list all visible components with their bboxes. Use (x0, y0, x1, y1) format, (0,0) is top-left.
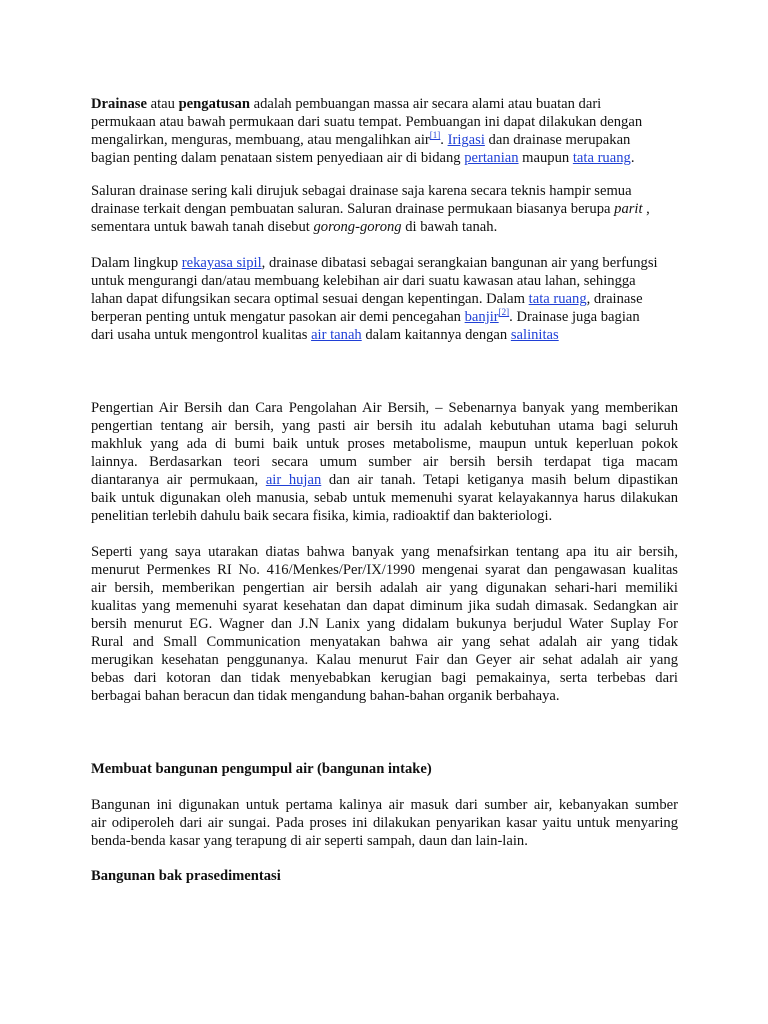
line: benda-benda kasar yang terapung di air seperti sampah, daun dan lain-lain. (91, 833, 528, 849)
paragraph-drainase-definition (91, 95, 691, 167)
line: air odiperoleh dari air sungai. Pada proses ini dilakukan penyarikan kasar yaitu untuk menyaring (91, 815, 678, 831)
footnote-ref-1[interactable]: [1] (429, 130, 441, 140)
line: bagian penting dalam penataan sistem penyediaan air di bidang pertanian maupun tata ruang. (91, 150, 635, 166)
line: Rural and Small Communication menyatakan bahwa air yang sehat adalah air yang tidak (91, 634, 678, 650)
line: permukaan atau bawah permukaan dari suatu tempat. Pembuangan ini dapat dilakukan dengan (91, 114, 643, 130)
link-air-hujan[interactable]: air hujan (265, 472, 322, 488)
link-rekayasa-sipil[interactable]: rekayasa sipil (181, 255, 262, 271)
line: Pengertian Air Bersih dan Cara Pengolahan Air Bersih, – Sebenarnya banyak yang memberikan (91, 400, 678, 416)
line: penelitian terlebih dahulu baik secara fisika, kimia, radioaktif dan bakteriologi. (91, 508, 553, 524)
line: Dalam lingkup rekayasa sipil, drainase dibatasi sebagai serangkaian bangunan air yang berfungsi (91, 255, 658, 271)
link-irigasi[interactable]: Irigasi (447, 132, 485, 148)
line: Bangunan ini digunakan untuk pertama kalinya air masuk dari sumber air, kebanyakan sumber (91, 797, 678, 813)
line: lahan dapat difungsikan secara optimal sesuai dengan kepentingan. Dalam tata ruang, drainase (91, 291, 643, 307)
line: menurut Permenkes RI No. 416/Menkes/Per/IX/1990 mengenai syarat dan pengawasan kualitas (91, 562, 678, 578)
line: merugikan kesehatan penggunanya. Kalau menurut Fair dan Geyer air sehat adalah air yang (91, 652, 678, 668)
link-pertanian[interactable]: pertanian (464, 150, 519, 166)
footnote-ref-2[interactable]: [2] (498, 307, 510, 317)
line: diantaranya air permukaan, air hujan dan air tanah. Tetapi ketiganya masih belum dipastikan (91, 472, 678, 488)
paragraph-air-bersih-intro (91, 399, 678, 525)
line: air bersih, memberikan pengertian air bersih adalah air yang digunakan sehari-hari memiliki (91, 580, 678, 596)
paragraph-air-bersih-definition (91, 543, 678, 705)
paragraph-rekayasa-sipil (91, 254, 691, 344)
link-tata-ruang-2[interactable]: tata ruang (528, 291, 587, 307)
line: baik untuk digunakan oleh manusia, sebab untuk memenuhi syarat kelayakannya harus dilakukan (91, 490, 678, 506)
line: bebas dari kotoran dan tidak menyebabkan kerugian bagi pemakainya, serta terbebas dari (91, 670, 678, 686)
line: Seperti yang saya utarakan diatas bahwa banyak yang menafsirkan tentang apa itu air bersih, (91, 544, 678, 560)
line: lainnya. Berdasarkan teori secara umum sumber air bersih bersih terdapat tiga macam (91, 454, 678, 470)
line: Saluran drainase sering kali dirujuk sebagai drainase saja karena secara teknis hampir semua (91, 183, 632, 199)
line: mengalirkan, menguras, membuang, atau mengalihkan air[1]. Irigasi dan drainase merupakan (91, 130, 631, 148)
term-drainase: Drainase (91, 96, 147, 112)
line: makhluk yang ada di bumi baik untuk proses metabolisme, maupun untuk keperluan pokok (91, 436, 678, 452)
term-parit: parit (614, 201, 643, 217)
link-salinitas[interactable]: salinitas (510, 327, 559, 343)
link-air-tanah[interactable]: air tanah (311, 327, 362, 343)
line: sementara untuk bawah tanah disebut gorong-gorong di bawah tanah. (91, 219, 498, 235)
line: berbagai bahan beracun dan tidak mengandung bahan-bahan organik berbahaya. (91, 688, 560, 704)
line: drainase terkait dengan pembuatan saluran. Saluran drainase permukaan biasanya berupa parit , (91, 201, 650, 217)
line: bersih menurut EG. Wagner dan J.N Lanix yang didalam bukunya berjudul Water Suplay For (91, 616, 678, 632)
line: kualitas yang memenuhi syarat kesehatan dan dapat diminum jika sudah dimasak. Sedangkan air (91, 598, 678, 614)
paragraph-bangunan-intake (91, 796, 678, 850)
paragraph-saluran-drainase (91, 182, 691, 236)
line: pengertian tentang air bersih, yang pasti air bersih itu adalah kebutuhan utama bagi seluruh (91, 418, 678, 434)
heading-bangunan-intake: Membuat bangunan pengumpul air (bangunan intake) (91, 761, 432, 777)
line: dari usaha untuk mengontrol kualitas air tanah dalam kaitannya dengan salinitas (91, 327, 559, 343)
link-banjir[interactable]: banjir (464, 309, 499, 325)
line: berperan penting untuk mengatur pasokan air demi pencegahan banjir[2]. Drainase juga bagian (91, 307, 640, 325)
line: untuk mengurangi dan/atau membuang kelebihan air dari suatu kawasan atau lahan, sehingga (91, 273, 636, 289)
term-pengatusan: pengatusan (178, 96, 250, 112)
term-gorong-gorong: gorong-gorong (313, 219, 402, 235)
link-tata-ruang[interactable]: tata ruang (572, 150, 631, 166)
heading-bak-prasedimentasi: Bangunan bak prasedimentasi (91, 868, 281, 884)
line: Drainase atau pengatusan adalah pembuangan massa air secara alami atau buatan dari (91, 96, 602, 112)
